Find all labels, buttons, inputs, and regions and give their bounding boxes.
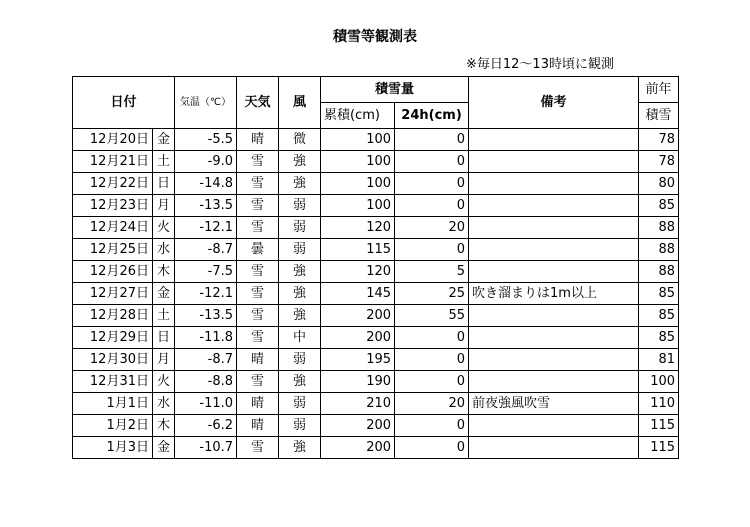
table-row	[73, 415, 679, 437]
cell-wind: 弱	[279, 415, 321, 437]
cell-snow-total: 190	[321, 371, 395, 393]
cell-wind: 強	[279, 283, 321, 305]
cell-wind: 強	[279, 173, 321, 195]
table-row	[73, 173, 679, 195]
cell-temperature: -10.7	[175, 437, 237, 459]
cell-wind: 強	[279, 151, 321, 173]
cell-temperature: -11.0	[175, 393, 237, 415]
cell-temperature: -8.8	[175, 371, 237, 393]
cell-date: 12月25日	[73, 239, 153, 261]
cell-date: 12月22日	[73, 173, 153, 195]
table-row	[73, 239, 679, 261]
cell-weather: 雪	[237, 195, 279, 217]
cell-snow-24h: 0	[395, 151, 469, 173]
cell-weather: 雪	[237, 327, 279, 349]
cell-snow-total: 120	[321, 261, 395, 283]
cell-snow-24h: 0	[395, 437, 469, 459]
cell-temperature: -12.1	[175, 283, 237, 305]
cell-snow-total: 145	[321, 283, 395, 305]
cell-snow-24h: 25	[395, 283, 469, 305]
table-row	[73, 151, 679, 173]
cell-temperature: -8.7	[175, 239, 237, 261]
table-row	[73, 195, 679, 217]
cell-remarks	[469, 217, 639, 239]
cell-weather: 雪	[237, 305, 279, 327]
cell-day-of-week: 日	[153, 173, 175, 195]
cell-date: 12月29日	[73, 327, 153, 349]
table-row	[73, 261, 679, 283]
header-temperature: 気温（℃）	[175, 77, 237, 129]
cell-date: 12月21日	[73, 151, 153, 173]
cell-snow-24h: 0	[395, 415, 469, 437]
cell-weather: 晴	[237, 415, 279, 437]
cell-snow-24h: 0	[395, 195, 469, 217]
cell-snow-total: 115	[321, 239, 395, 261]
cell-date: 12月30日	[73, 349, 153, 371]
cell-wind: 強	[279, 437, 321, 459]
cell-remarks	[469, 305, 639, 327]
header-snow-total: 累積(cm)	[321, 103, 395, 129]
cell-date: 12月20日	[73, 129, 153, 151]
table-body	[73, 129, 679, 459]
cell-day-of-week: 木	[153, 415, 175, 437]
cell-snow-24h: 5	[395, 261, 469, 283]
header-wind: 風	[279, 77, 321, 129]
cell-remarks	[469, 371, 639, 393]
cell-temperature: -6.2	[175, 415, 237, 437]
cell-day-of-week: 月	[153, 349, 175, 371]
cell-prev-year-snow: 85	[639, 283, 679, 305]
cell-date: 12月27日	[73, 283, 153, 305]
cell-snow-24h: 20	[395, 393, 469, 415]
cell-temperature: -5.5	[175, 129, 237, 151]
cell-day-of-week: 木	[153, 261, 175, 283]
cell-temperature: -13.5	[175, 305, 237, 327]
header-weather: 天気	[237, 77, 279, 129]
cell-snow-24h: 0	[395, 371, 469, 393]
cell-wind: 強	[279, 261, 321, 283]
cell-remarks	[469, 239, 639, 261]
cell-day-of-week: 火	[153, 371, 175, 393]
cell-prev-year-snow: 88	[639, 217, 679, 239]
cell-day-of-week: 水	[153, 393, 175, 415]
cell-wind: 弱	[279, 195, 321, 217]
cell-prev-year-snow: 110	[639, 393, 679, 415]
cell-weather: 雪	[237, 437, 279, 459]
cell-temperature: -12.1	[175, 217, 237, 239]
cell-temperature: -7.5	[175, 261, 237, 283]
cell-wind: 弱	[279, 349, 321, 371]
cell-weather: 雪	[237, 261, 279, 283]
cell-wind: 弱	[279, 217, 321, 239]
cell-prev-year-snow: 115	[639, 437, 679, 459]
cell-prev-year-snow: 100	[639, 371, 679, 393]
cell-day-of-week: 土	[153, 305, 175, 327]
cell-prev-year-snow: 78	[639, 151, 679, 173]
cell-weather: 曇	[237, 239, 279, 261]
cell-snow-24h: 20	[395, 217, 469, 239]
cell-weather: 雪	[237, 371, 279, 393]
table-row	[73, 129, 679, 151]
cell-day-of-week: 金	[153, 437, 175, 459]
cell-prev-year-snow: 85	[639, 195, 679, 217]
cell-snow-total: 195	[321, 349, 395, 371]
cell-remarks	[469, 349, 639, 371]
table-row	[73, 371, 679, 393]
cell-snow-24h: 0	[395, 173, 469, 195]
cell-snow-24h: 0	[395, 239, 469, 261]
cell-prev-year-snow: 81	[639, 349, 679, 371]
cell-remarks	[469, 151, 639, 173]
cell-wind: 強	[279, 305, 321, 327]
cell-weather: 雪	[237, 173, 279, 195]
cell-snow-total: 120	[321, 217, 395, 239]
table-row	[73, 437, 679, 459]
cell-remarks	[469, 437, 639, 459]
cell-prev-year-snow: 85	[639, 305, 679, 327]
cell-wind: 弱	[279, 393, 321, 415]
header-date: 日付	[73, 77, 175, 129]
cell-remarks: 吹き溜まりは1m以上	[469, 283, 639, 305]
cell-snow-total: 200	[321, 305, 395, 327]
cell-date: 12月26日	[73, 261, 153, 283]
cell-remarks	[469, 195, 639, 217]
cell-snow-24h: 0	[395, 349, 469, 371]
cell-day-of-week: 水	[153, 239, 175, 261]
cell-remarks	[469, 415, 639, 437]
cell-date: 1月2日	[73, 415, 153, 437]
cell-snow-total: 200	[321, 327, 395, 349]
cell-remarks: 前夜強風吹雪	[469, 393, 639, 415]
cell-snow-total: 200	[321, 415, 395, 437]
cell-date: 12月31日	[73, 371, 153, 393]
observation-note: ※毎日12～13時頃に観測	[466, 57, 614, 72]
cell-remarks	[469, 261, 639, 283]
table-row	[73, 349, 679, 371]
cell-weather: 晴	[237, 129, 279, 151]
cell-temperature: -13.5	[175, 195, 237, 217]
page-title: 積雪等観測表	[333, 29, 417, 45]
cell-temperature: -11.8	[175, 327, 237, 349]
cell-weather: 雪	[237, 283, 279, 305]
cell-prev-year-snow: 88	[639, 261, 679, 283]
cell-day-of-week: 金	[153, 283, 175, 305]
cell-snow-total: 100	[321, 195, 395, 217]
table-row	[73, 217, 679, 239]
table-row	[73, 283, 679, 305]
cell-day-of-week: 火	[153, 217, 175, 239]
cell-prev-year-snow: 78	[639, 129, 679, 151]
cell-weather: 晴	[237, 393, 279, 415]
cell-temperature: -14.8	[175, 173, 237, 195]
cell-snow-total: 200	[321, 437, 395, 459]
cell-day-of-week: 土	[153, 151, 175, 173]
table-row	[73, 327, 679, 349]
cell-remarks	[469, 327, 639, 349]
cell-wind: 中	[279, 327, 321, 349]
cell-date: 12月28日	[73, 305, 153, 327]
cell-snow-total: 210	[321, 393, 395, 415]
cell-date: 12月24日	[73, 217, 153, 239]
cell-date: 12月23日	[73, 195, 153, 217]
cell-weather: 雪	[237, 217, 279, 239]
cell-prev-year-snow: 85	[639, 327, 679, 349]
cell-wind: 弱	[279, 239, 321, 261]
cell-date: 1月1日	[73, 393, 153, 415]
cell-prev-year-snow: 115	[639, 415, 679, 437]
cell-weather: 晴	[237, 349, 279, 371]
table-row	[73, 393, 679, 415]
cell-weather: 雪	[237, 151, 279, 173]
header-snow-amount: 積雪量	[321, 77, 469, 103]
cell-wind: 微	[279, 129, 321, 151]
header-remarks: 備考	[469, 77, 639, 129]
cell-snow-total: 100	[321, 173, 395, 195]
table-row	[73, 305, 679, 327]
cell-wind: 強	[279, 371, 321, 393]
header-prev-year-line1: 前年	[639, 77, 679, 103]
snow-observation-table	[72, 76, 679, 459]
cell-remarks	[469, 129, 639, 151]
cell-prev-year-snow: 88	[639, 239, 679, 261]
header-prev-year-line2: 積雪	[639, 103, 679, 129]
cell-day-of-week: 日	[153, 327, 175, 349]
cell-snow-24h: 0	[395, 129, 469, 151]
cell-snow-total: 100	[321, 151, 395, 173]
cell-snow-24h: 55	[395, 305, 469, 327]
cell-prev-year-snow: 80	[639, 173, 679, 195]
cell-snow-24h: 0	[395, 327, 469, 349]
cell-day-of-week: 金	[153, 129, 175, 151]
cell-temperature: -8.7	[175, 349, 237, 371]
cell-temperature: -9.0	[175, 151, 237, 173]
header-snow-24h: 24h(cm)	[395, 103, 469, 129]
cell-remarks	[469, 173, 639, 195]
cell-day-of-week: 月	[153, 195, 175, 217]
cell-date: 1月3日	[73, 437, 153, 459]
cell-snow-total: 100	[321, 129, 395, 151]
